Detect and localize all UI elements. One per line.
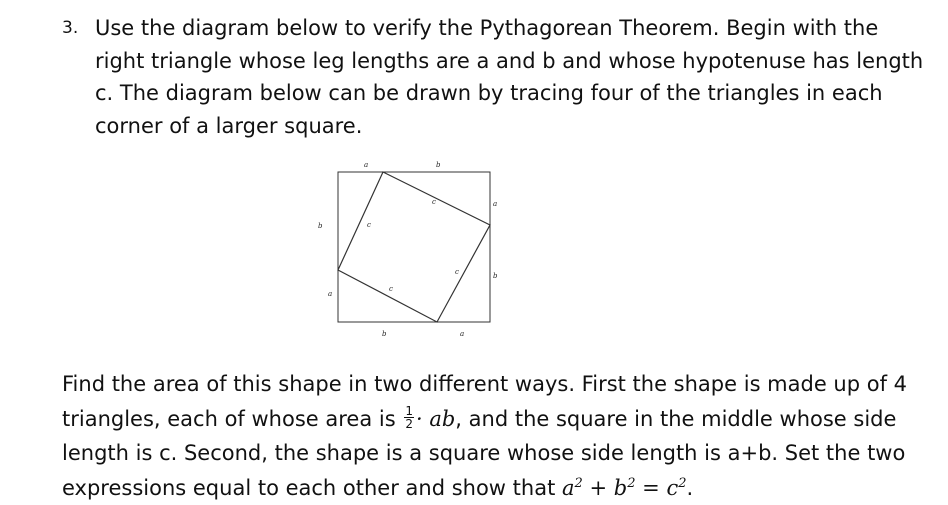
label-right-b: b — [493, 272, 498, 280]
eq-c-exponent: 2 — [678, 476, 686, 491]
label-right-a: a — [493, 200, 497, 208]
find-line-2 — [62, 402, 946, 437]
diagram-svg — [300, 150, 530, 350]
fraction-numerator: 1 — [404, 405, 414, 418]
problem-intro — [95, 12, 943, 142]
eq-equals: = — [635, 476, 666, 500]
find-line-4-end: . — [686, 476, 693, 500]
find-line-4-pre: expressions equal to each other and show that — [62, 476, 562, 500]
intro-line-2: right triangle whose leg lengths are a and b and whose hypotenuse has length — [95, 45, 943, 78]
intro-line-4: corner of a larger square. — [95, 110, 943, 143]
label-hyp-top-left: c — [367, 221, 371, 229]
one-half-fraction — [404, 405, 414, 430]
find-line-2-post: , and the square in the middle whose side — [455, 407, 896, 431]
label-bottom-a: a — [460, 330, 464, 338]
label-left-a: a — [328, 290, 332, 298]
label-bottom-b: b — [382, 330, 387, 338]
ab-expression: · ab — [416, 407, 455, 431]
problem-number: 3. — [62, 15, 78, 41]
find-paragraph — [62, 367, 946, 505]
eq-b-exponent: 2 — [627, 476, 635, 491]
label-hyp-bottom-left: c — [389, 285, 393, 293]
eq-b: b — [614, 476, 627, 500]
pythagorean-equation — [562, 476, 687, 500]
label-top-a: a — [364, 161, 368, 169]
find-line-4 — [62, 471, 946, 505]
label-left-b: b — [318, 222, 323, 230]
pythagorean-diagram — [300, 150, 530, 350]
fraction-denominator: 2 — [404, 418, 414, 430]
intro-line-3: c. The diagram below can be drawn by tracing four of the triangles in each — [95, 77, 943, 110]
label-hyp-bottom-right: c — [455, 268, 459, 276]
find-line-2-pre: triangles, each of whose area is — [62, 407, 402, 431]
label-hyp-top-right: c — [432, 198, 436, 206]
eq-a-exponent: 2 — [575, 476, 583, 491]
intro-line-1: Use the diagram below to verify the Pythagorean Theorem. Begin with the — [95, 12, 943, 45]
eq-c: c — [666, 476, 678, 500]
label-top-b: b — [436, 161, 441, 169]
eq-plus: + — [583, 476, 614, 500]
eq-a: a — [562, 476, 575, 500]
inner-square — [338, 172, 490, 322]
find-line-1: Find the area of this shape in two different ways. First the shape is made up of 4 — [62, 367, 946, 402]
outer-square — [338, 172, 490, 322]
find-line-3: length is c. Second, the shape is a square whose side length is a+b. Set the two — [62, 436, 946, 471]
